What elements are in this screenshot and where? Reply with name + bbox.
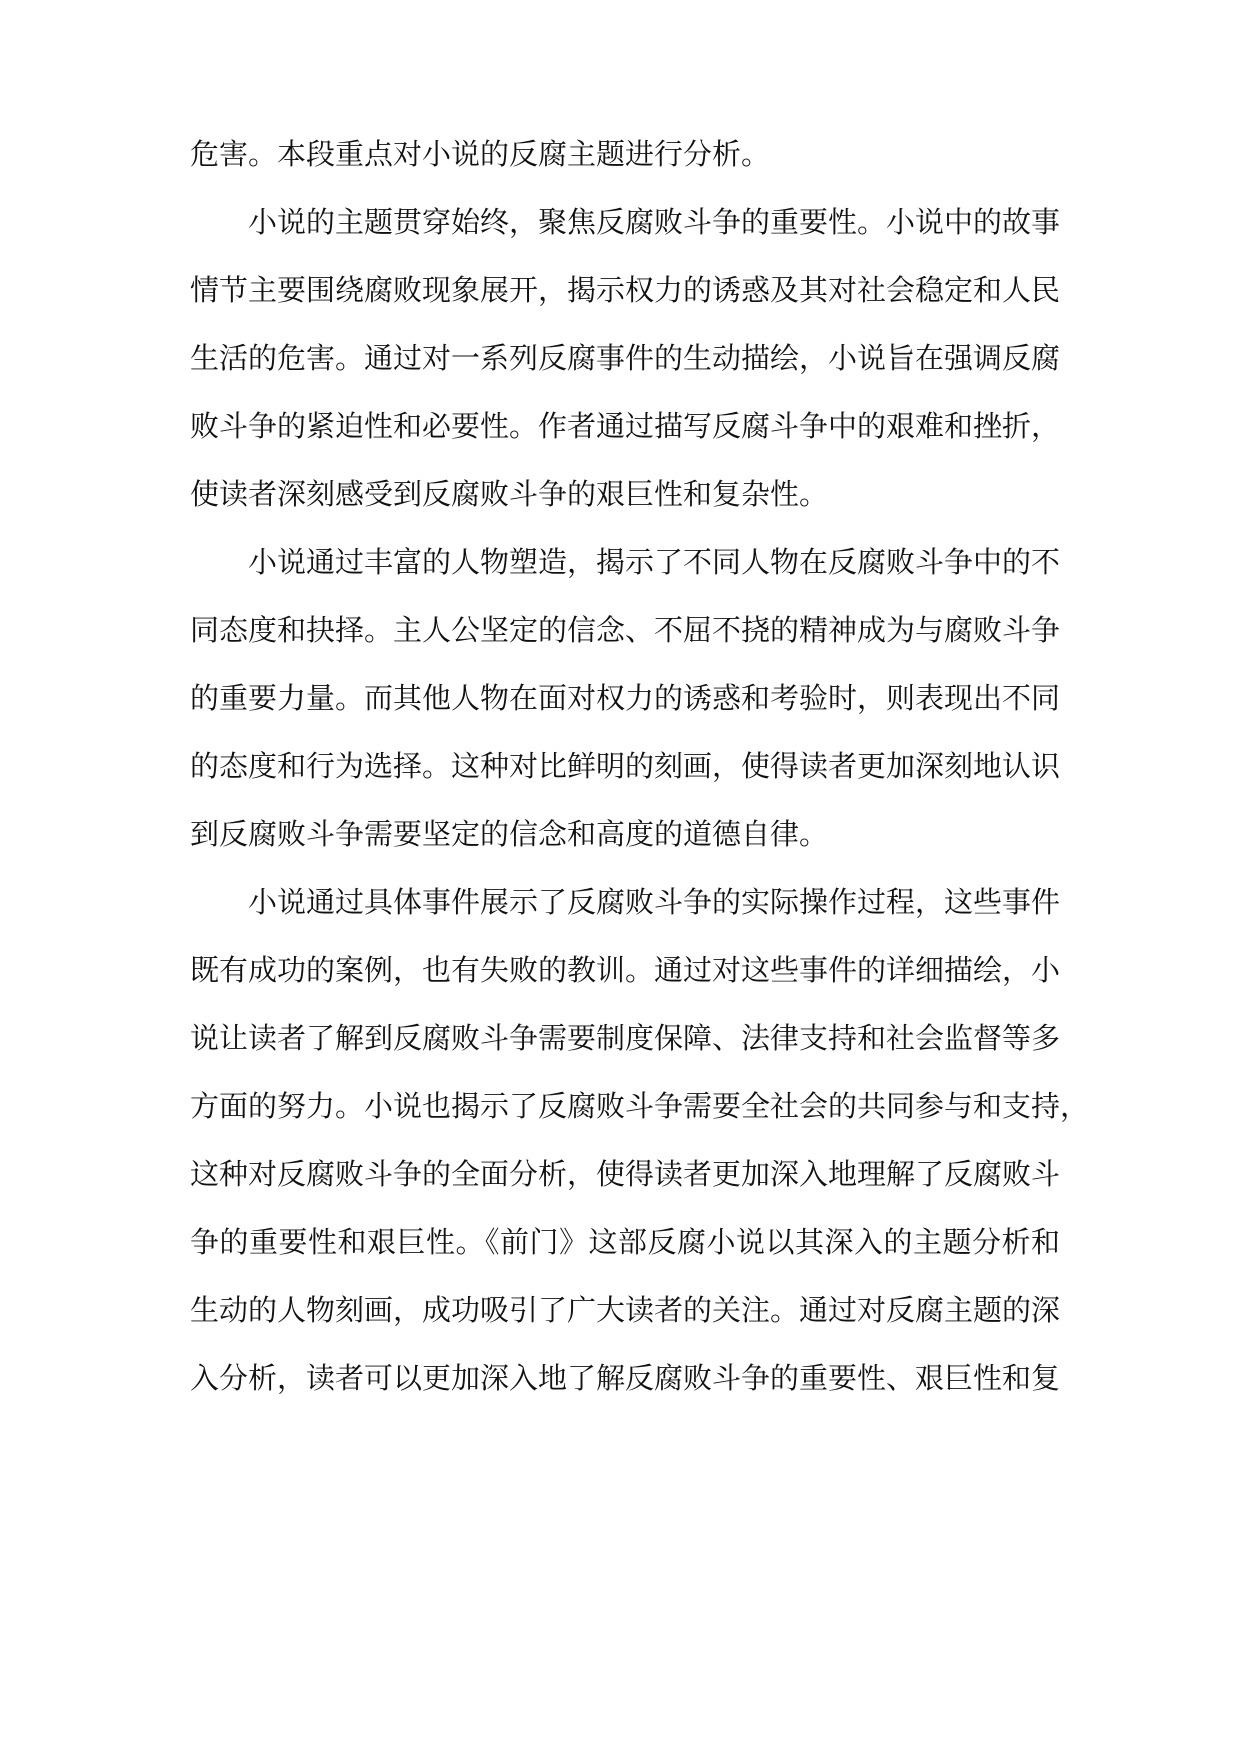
text-line: 情节主要围绕腐败现象展开，揭示权力的诱惑及其对社会稳定和人民 bbox=[190, 273, 1061, 307]
text-line: 到反腐败斗争需要坚定的信念和高度的道德自律。 bbox=[190, 817, 829, 851]
text-line: 使读者深刻感受到反腐败斗争的艰巨性和复杂性。 bbox=[190, 477, 829, 511]
paragraph-first-line: 小说的主题贯穿始终，聚焦反腐败斗争的重要性。小说中的故事 bbox=[248, 205, 1061, 239]
text-line: 生动的人物刻画，成功吸引了广大读者的关注。通过对反腐主题的深 bbox=[190, 1293, 1061, 1327]
text-line: 这种对反腐败斗争的全面分析，使得读者更加深入地理解了反腐败斗 bbox=[190, 1157, 1061, 1191]
text-line: 同态度和抉择。主人公坚定的信念、不屈不挠的精神成为与腐败斗争 bbox=[190, 613, 1061, 647]
text-line: 生活的危害。通过对一系列反腐事件的生动描绘，小说旨在强调反腐 bbox=[190, 341, 1061, 375]
text-line: 危害。本段重点对小说的反腐主题进行分析。 bbox=[190, 137, 771, 171]
text-line: 入分析，读者可以更加深入地了解反腐败斗争的重要性、艰巨性和复 bbox=[190, 1361, 1061, 1395]
text-line: 败斗争的紧迫性和必要性。作者通过描写反腐斗争中的艰难和挫折， bbox=[190, 409, 1061, 443]
text-line: 既有成功的案例，也有失败的教训。通过对这些事件的详细描绘，小 bbox=[190, 953, 1061, 987]
paragraph-first-line: 小说通过丰富的人物塑造，揭示了不同人物在反腐败斗争中的不 bbox=[248, 545, 1061, 579]
text-line: 争的重要性和艰巨性。《前门》这部反腐小说以其深入的主题分析和 bbox=[190, 1225, 1060, 1259]
text-line: 的重要力量。而其他人物在面对权力的诱惑和考验时，则表现出不同 bbox=[190, 681, 1061, 715]
text-line: 的态度和行为选择。这种对比鲜明的刻画，使得读者更加深刻地认识 bbox=[190, 749, 1061, 783]
text-line: 说让读者了解到反腐败斗争需要制度保障、法律支持和社会监督等多 bbox=[190, 1021, 1061, 1055]
text-line: 方面的努力。小说也揭示了反腐败斗争需要全社会的共同参与和支持， bbox=[190, 1089, 1090, 1123]
paragraph-first-line: 小说通过具体事件展示了反腐败斗争的实际操作过程，这些事件 bbox=[248, 885, 1061, 919]
